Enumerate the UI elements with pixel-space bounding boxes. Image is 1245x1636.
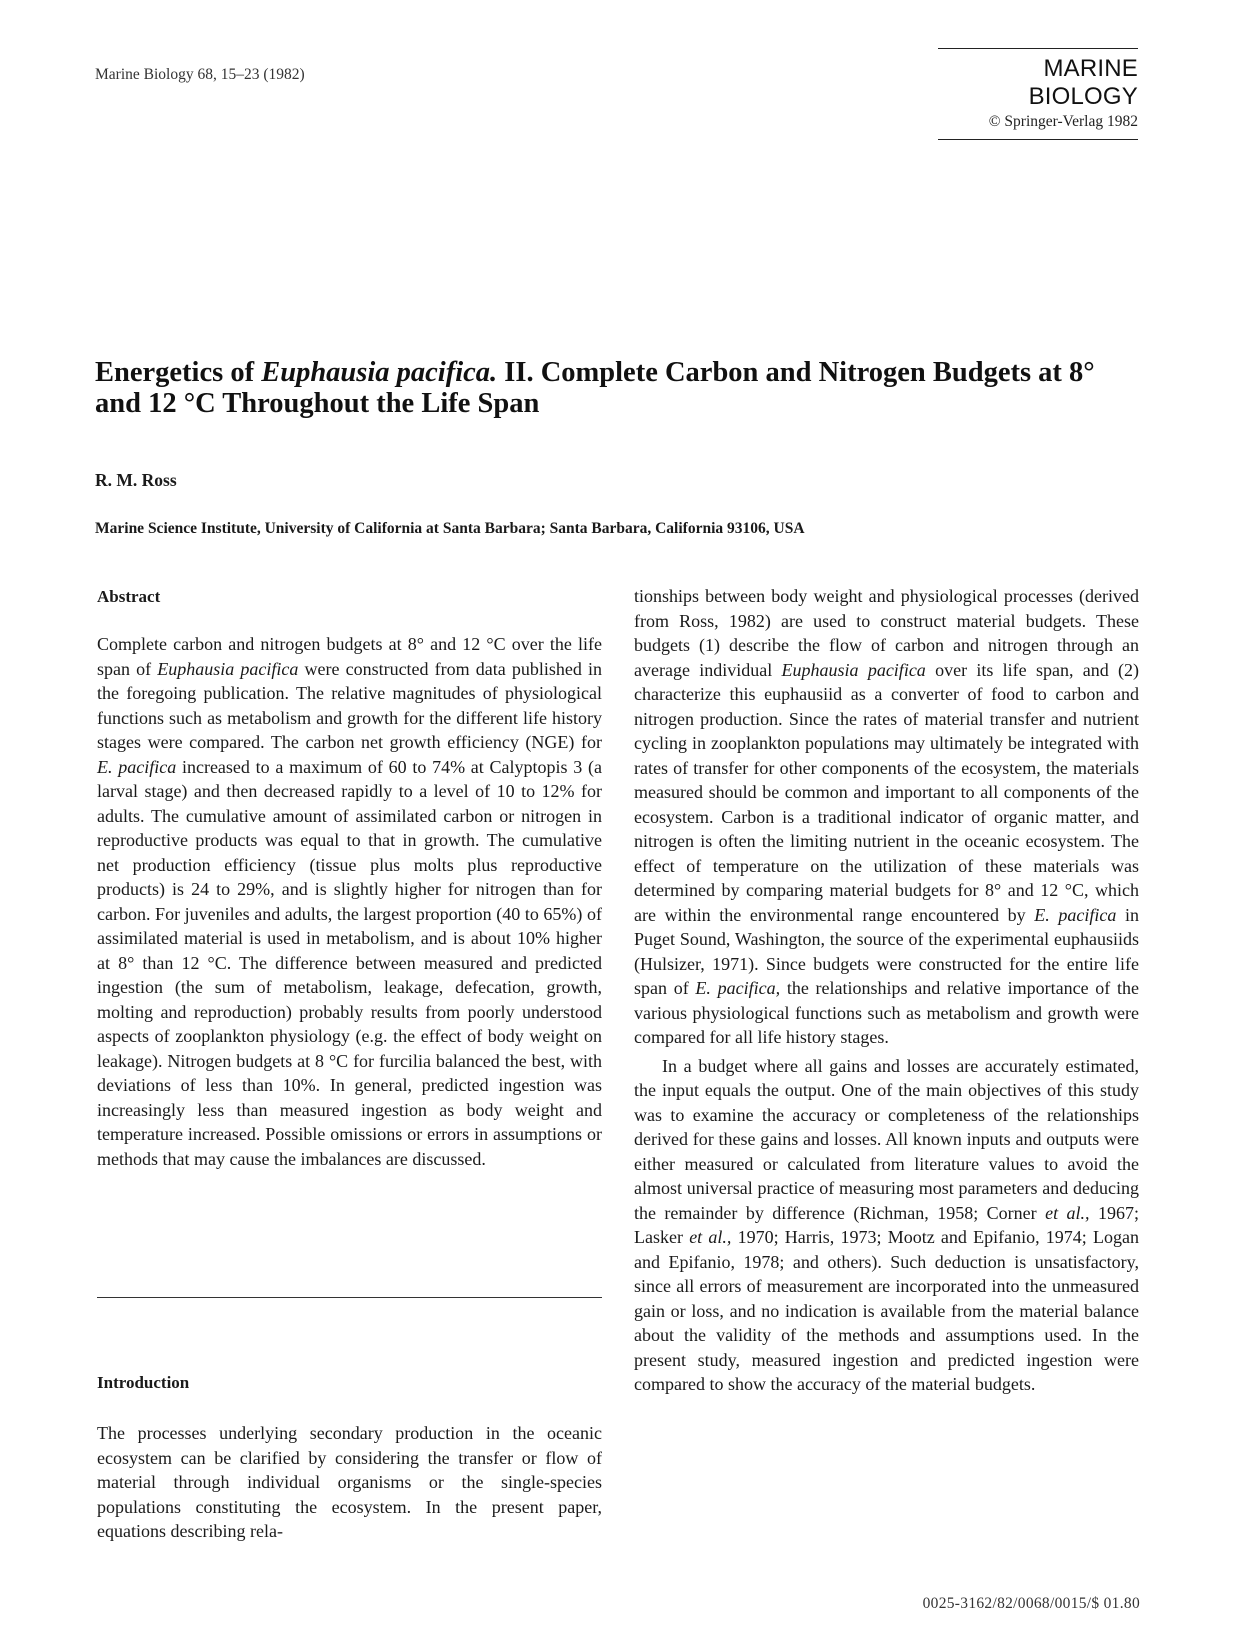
body-text: tionships between body weight and physiological processes (derived from Ross, 1982) are used to construct material budgets. These budgets (1) describe the flow of carbon and nitrogen through an average individual (634, 586, 1139, 680)
abstract-text: were constructed from data published in the foregoing publication. The relative magnitudes of physiological functions such as metabolism and growth for the different life history stages were compared. The carbon net growth efficiency (NGE) for (97, 658, 603, 752)
title-prefix: Energetics of (95, 357, 262, 388)
journal-masthead (938, 48, 1138, 140)
masthead-top-rule (938, 48, 1138, 49)
species-name: Euphausia pacifica (157, 658, 299, 679)
section-separator (97, 1297, 602, 1298)
species-name: E. pacifica, (695, 978, 781, 998)
author-affiliation: Marine Science Institute, University of California at Santa Barbara; Santa Barbara, California 93106, USA (95, 520, 805, 537)
abstract-text: increased to a maximum of 60 to 74% at Calyptopis 3 (a larval stage) and then decreased rapidly to a level of 10 to 12% for adults. The cumulative amount of assimilated carbon or nitrogen in reproductive products was equal to that in growth. The cumulative net production efficiency (tissue plus molts plus reproductive products) is 24 to 29%, and is slightly higher for nitrogen than for carbon. For juveniles and adults, the largest proportion (40 to 65%) of assimilated material is used in metabolism, and is about 10% higher at 8° than 12 °C. The difference between measured and predicted ingestion (the sum of metabolism, leakage, defecation, growth, molting and reproduction) probably results from poorly understood aspects of zooplankton physiology (e.g. the effect of body weight on leakage). Nitrogen budgets at 8 °C for furcilia balanced the best, with deviations of less than 10%. In general, predicted ingestion was increasingly less than measured ingestion as body weight and temperature increased. Possible omissions or errors in assumptions or methods that may cause the imbalances are discussed. (97, 756, 602, 1169)
citation-etal: et al., (689, 1227, 732, 1247)
journal-citation: Marine Biology 68, 15–23 (1982) (95, 66, 305, 83)
body-text: 1967; Lasker (634, 1202, 1139, 1247)
body-paragraph (634, 1054, 1139, 1397)
body-text: in Puget Sound, Washington, the source of the experimental euphausiids (Hulsizer, 1971). Since budgets were constructed for the entire life span of (634, 904, 1139, 998)
masthead-bottom-rule (938, 139, 1138, 140)
title-suffix: II. Complete Carbon and Nitrogen Budgets at 8° and 12 °C Throughout the Life Span (95, 357, 1095, 419)
species-name: E. pacifica (1034, 904, 1117, 925)
body-text: In a budget where all gains and losses are accurately estimated, the input equals the output. One of the main objectives of this study was to examine the accuracy or completeness of the relationships derived for these gains and losses. All known inputs and outputs were either measured or calculated from literature values to avoid the almost universal practice of measuring most parameters and deducing the remainder by difference (Richman, 1958; Corner (634, 1055, 1139, 1223)
body-paragraph (634, 584, 1139, 1050)
body-text: the relationships and relative importance of the various physiological functions such as metabolism and growth were compared for all life history stages. (634, 978, 1139, 1047)
author-name: R. M. Ross (95, 470, 177, 490)
introduction-paragraph: The processes underlying secondary production in the oceanic ecosystem can be clarified by considering the transfer or flow of material through individual organisms or the single-species populations constituting the ecosystem. In the present paper, equations describing rela- (97, 1423, 602, 1541)
article-code: 0025-3162/82/0068/0015/$ 01.80 (922, 1595, 1140, 1612)
copyright-notice: © Springer-Verlag 1982 (988, 113, 1138, 130)
body-text: over its life span, and (2) characterize this euphausiid as a converter of food to carbon and nitrogen production. Since the rates of material transfer and nutrient cycling in zooplankton populations may ultimately be integrated with rates of transfer for other components of the ecosystem, the materials measured should be common and important to all components of the ecosystem. Carbon is a traditional indicator of organic matter, and nitrogen is often the limiting nutrient in the oceanic ecosystem. The effect of temperature on the utilization of these materials was determined by comparing material budgets for 8° and 12 °C, which are within the environmental range encountered by (634, 659, 1139, 925)
introduction-heading: Introduction (97, 1373, 190, 1392)
journal-name: MARINE BIOLOGY (1028, 55, 1138, 110)
species-name: Euphausia pacifica (781, 659, 926, 680)
species-name: E. pacifica (97, 756, 177, 777)
abstract-text: Complete carbon and nitrogen budgets at 8° and 12 °C over the life span of (97, 634, 602, 679)
introduction-body (97, 1421, 602, 1544)
abstract-heading: Abstract (97, 587, 161, 606)
body-text: 1970; Harris, 1973; Mootz and Epifanio, 1974; Logan and Epifanio, 1978; and others). Such deduction is unsatisfactory, since all errors of measurement are incorporated into the unmeasured gain or loss, and no indication is available from the material balance about the validity of the methods and assumptions used. In the present study, measured ingestion and predicted ingestion were compared to show the accuracy of the material budgets. (634, 1227, 1139, 1394)
citation-etal: et al., (1045, 1202, 1090, 1223)
abstract-paragraph (97, 632, 602, 1171)
title-species: Euphausia pacifica. (261, 357, 498, 388)
right-column-body (634, 584, 1139, 1397)
article-title (95, 357, 1140, 419)
abstract-body (97, 632, 602, 1171)
